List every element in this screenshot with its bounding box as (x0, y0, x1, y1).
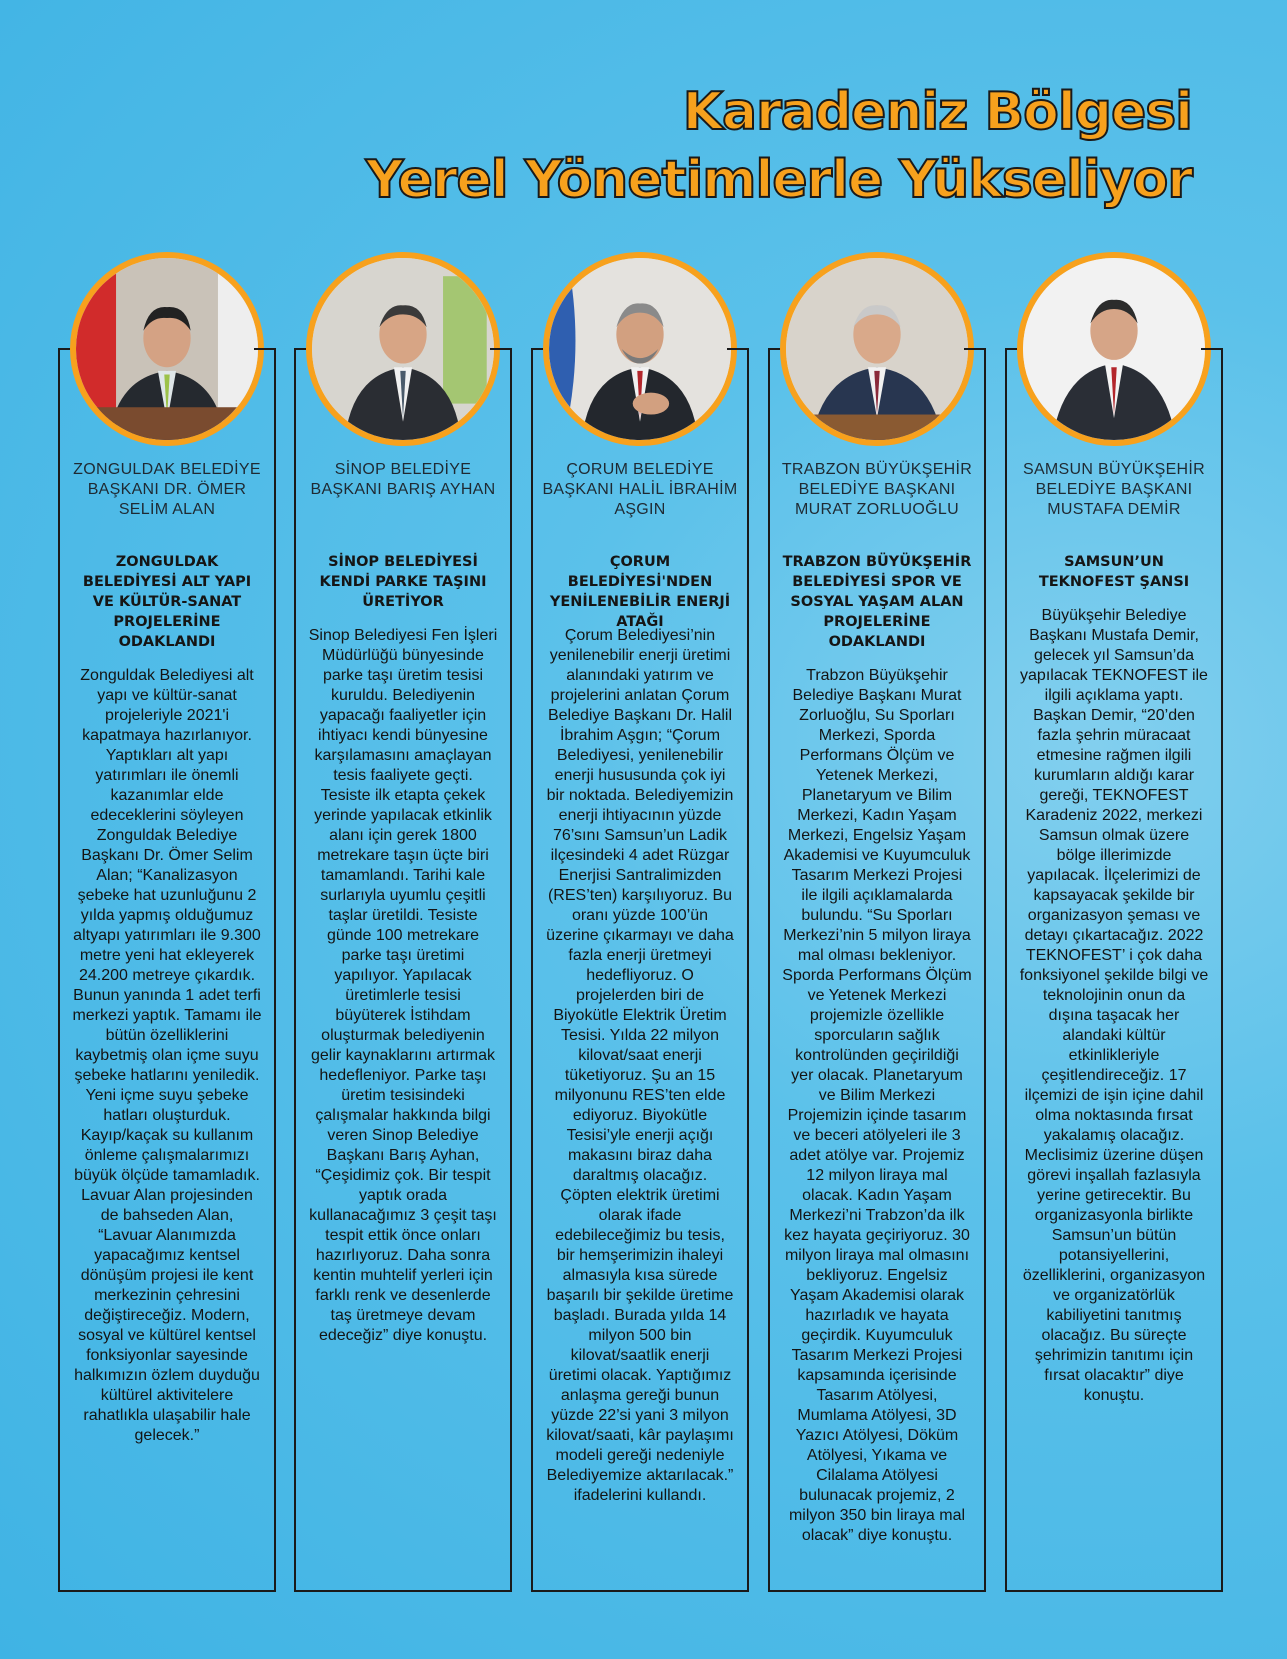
article-column-corum (531, 348, 749, 1592)
article-column-sinop (294, 348, 512, 1592)
column-body: Çorum Belediyesi’nin yenilenebilir enerji üretimi alanındaki yatırım ve projelerini anlatan Çorum Belediye Başkanı Dr. Halil İbrahim Aşgın; “Çorum Belediyesi, yenilenebilir enerji hususunda çok iyi bir noktada. Belediyemizin enerji ihtiyacının yüzde 76’sını Samsun’un Ladik ilçesindeki 4 adet Rüzgar Enerjisi Santralimizden (RES’ten) karşılıyoruz. Bu oranı yüzde 100’ün üzerine çıkarmayı ve daha fazla enerji üretmeyi hedefliyoruz. O projelerden biri de Biyokütle Elektrik Üretim Tesisi. Yılda 22 milyon kilovat/saat enerji tüketiyoruz. Şu an 15 milyonunu RES’ten elde ediyoruz. Biyokütle Tesisi’yle enerji açığı makasını biraz daha daraltmış olacağız. Çöpten elektrik üretimi olarak ifade edebileceğimiz bu tesis, bir hemşerimizin ihaleyi almasıyla kısa sürede başarılı bir şekilde üretime başladı. Burada yılda 14 milyon 500 bin kilovat/saatlik enerji üretimi olacak. Yaptığımız anlaşma gereği bunun yüzde 22’si yani 3 milyon kilovat/saati, kâr paylaşımı modeli gereği nedeniyle Belediyemize aktarılacak.” ifadelerini kullandı. (546, 627, 734, 1504)
column-body: Sinop Belediyesi Fen İşleri Müdürlüğü bünyesinde parke taşı üretim tesisi kuruldu. Belediyenin yapacağı faaliyetler için ihtiyacı kendi bünyesine karşılamasını amaçlayan tesis faaliyete geçti. Tesiste ilk etapta çekek yerinde yapılacak etkinlik alanı için gerek 1800 metrekare taşın üçte biri tamamlandı. Tarihi kale surlarıyla uyumlu çeşitli taşlar üretildi. Tesiste günde 100 metrekare parke taşı üretimi yapılıyor. Yapılacak üretimlerle tesisi büyüterek İstihdam oluşturmak belediyenin gelir kaynaklarını artırmak hedefleniyor. Parke taşı üretim tesisindeki çalışmalar hakkında bilgi veren Sinop Belediye Başkanı Barış Ayhan, “Çeşidimiz çok. Bir tespit yaptık orada kullanacağımız 3 çeşit taşı tespit ettik önce onları hazırlıyoruz. Daha sonra kentin muhtelif yerleri için farklı renk ve desenlerde taş üretmeye devam edeceğiz” diye konuştu. (308, 627, 498, 1344)
article-column-zonguldak (58, 348, 276, 1592)
column-caption: SAMSUN BÜYÜKŞEHİR BELEDİYE BAŞKANI MUSTAFA DEMİR (1022, 461, 1206, 518)
article-column-trabzon (768, 348, 986, 1592)
column-subhead: SAMSUN’UN TEKNOFEST ŞANSI (1038, 554, 1190, 590)
portrait-photo-icon (76, 258, 258, 440)
column-body: Büyükşehir Belediye Başkanı Mustafa Demir, gelecek yıl Samsun’da yapılacak TEKNOFEST ile ilgili açıklama yaptı. Başkan Demir, “20’den fazla şehrin müracaat etmesine rağmen ilgili kurumların aldığı karar gereği, TEKNOFEST Karadeniz 2022, merkezi Samsun olmak üzere bölge illerimizde yapılacak. İlçelerimizi de kapsayacak şekilde bir organizasyon şeması ve detayı çıkartacağız. 2022 TEKNOFEST’ i çok daha fonksiyonel şekilde bilgi ve teknolojinin onun da dışına taşacak her alandaki kültür etkinlikleriyle çeşitlendireceğiz. 17 ilçemizi de işin içine dahil olma noktasında fırsat yakalamış olacağız. Meclisimiz üzerine düşen görevi inşallah fazlasıyla yerine getirecektir. Bu organizasyonla birlikte Samsun’un bütün potansiyellerini, özelliklerini, organizasyon ve organizatörlük kabiliyetini tanıtmış olacağız. Bu süreçte şehrimizin tanıtımı için fırsat olacaktır” diye konuştu. (1019, 607, 1209, 1404)
column-subhead: ZONGULDAK BELEDİYESİ ALT YAPI VE KÜLTÜR-SANAT PROJELERİNE ODAKLANDI (82, 554, 252, 650)
portrait-photo-icon (1023, 258, 1205, 440)
column-subhead: SİNOP BELEDİYESİ KENDİ PARKE TAŞINI ÜRETİYOR (319, 554, 487, 610)
portrait-photo-icon (549, 258, 731, 440)
column-subhead: ÇORUM BELEDİYESİ'NDEN YENİLENEBİLİR ENERJİ ATAĞI (549, 554, 731, 630)
portrait-photo (780, 252, 974, 446)
portrait-photo (543, 252, 737, 446)
portrait-photo (70, 252, 264, 446)
article-column-samsun (1005, 348, 1223, 1592)
headline-line-1: Karadeniz Bölgesi (682, 82, 1192, 142)
column-body: Trabzon Büyükşehir Belediye Başkanı Murat Zorluoğlu, Su Sporları Merkezi, Sporda Performans Ölçüm ve Yetenek Merkezi, Planetaryum ve Bilim Merkezi, Kadın Yaşam Merkezi, Engelsiz Yaşam Akademisi ve Kuyumculuk Tasarım Merkezi Projesi ile ilgili açıklamalarda bulundu. “Su Sporları Merkezi’nin 5 milyon liraya mal olması bekleniyor. Sporda Performans Ölçüm ve Yetenek Merkezi projemizle özellikle sporcuların sağlık kontrolünden geçirildiği yer olacak. Planetaryum ve Bilim Merkezi Projemizin içinde tasarım ve beceri atölyeleri ile 3 adet atölye var. Projemiz 12 milyon liraya mal olacak. Kadın Yaşam Merkezi’ni Trabzon’da ilk kez hayata geçiriyoruz. 30 milyon liraya mal olmasını bekliyoruz. Engelsiz Yaşam Akademisi olarak hazırladık ve hayata geçirdik. Kuyumculuk Tasarım Merkezi Projesi kapsamında içerisinde Tasarım Atölyesi, Mumlama Atölyesi, 3D Yazıcı Atölyesi, Döküm Atölyesi, Yıkama ve Cilalama Atölyesi bulunacak projemiz, 2 milyon 350 bin liraya mal olacak” diye konuştu. (782, 667, 972, 1544)
column-caption: TRABZON BÜYÜKŞEHİR BELEDİYE BAŞKANI MURAT ZORLUOĞLU (781, 461, 973, 518)
column-subhead: TRABZON BÜYÜKŞEHİR BELEDİYESİ SPOR VE SOSYAL YAŞAM ALAN PROJELERİNE ODAKLANDI (782, 554, 972, 650)
portrait-photo (306, 252, 500, 446)
column-caption: ZONGULDAK BELEDİYE BAŞKANI DR. ÖMER SELİM ALAN (73, 461, 261, 518)
portrait-photo-icon (786, 258, 968, 440)
column-caption: SİNOP BELEDİYE BAŞKANI BARIŞ AYHAN (310, 461, 496, 498)
headline-line-2: Yerel Yönetimlerle Yükseliyor (365, 150, 1192, 210)
portrait-photo (1017, 252, 1211, 446)
column-caption: ÇORUM BELEDİYE BAŞKANI HALİL İBRAHİM AŞGIN (542, 461, 738, 518)
portrait-photo-icon (312, 258, 494, 440)
column-body: Zonguldak Belediyesi alt yapı ve kültür-sanat projeleriyle 2021'i kapatmaya hazırlanıyor. Yaptıkları alt yapı yatırımları ile önemli kazanımlar elde edeceklerini söyleyen Zonguldak Belediye Başkanı Dr. Ömer Selim Alan; “Kanalizasyon şebeke hat uzunluğunu 2 yılda yapmış olduğumuz altyapı yatırımları ile 9.300 metre yeni hat ekleyerek 24.200 metreye çıkardık. Bunun yanında 1 adet terfi merkezi yaptık. Tamamı ile bütün özelliklerini kaybetmiş olan içme suyu şebeke hatlarını yeniledik. Yeni içme suyu şebeke hatları oluşturduk. Kayıp/kaçak su kullanım önleme çalışmalarımızı büyük ölçüde tamamladık. Lavuar Alan projesinden de bahseden Alan, “Lavuar Alanımızda yapacağımız kentsel dönüşüm projesi ile kent merkezinin çehresini değiştireceğiz. Modern, sosyal ve kültürel kentsel fonksiyonlar sayesinde halkımızın özlem duyduğu kültürel aktivitelere rahatlıkla ulaşabilir hale gelecek.” (72, 667, 262, 1444)
page-headline (366, 78, 1192, 214)
